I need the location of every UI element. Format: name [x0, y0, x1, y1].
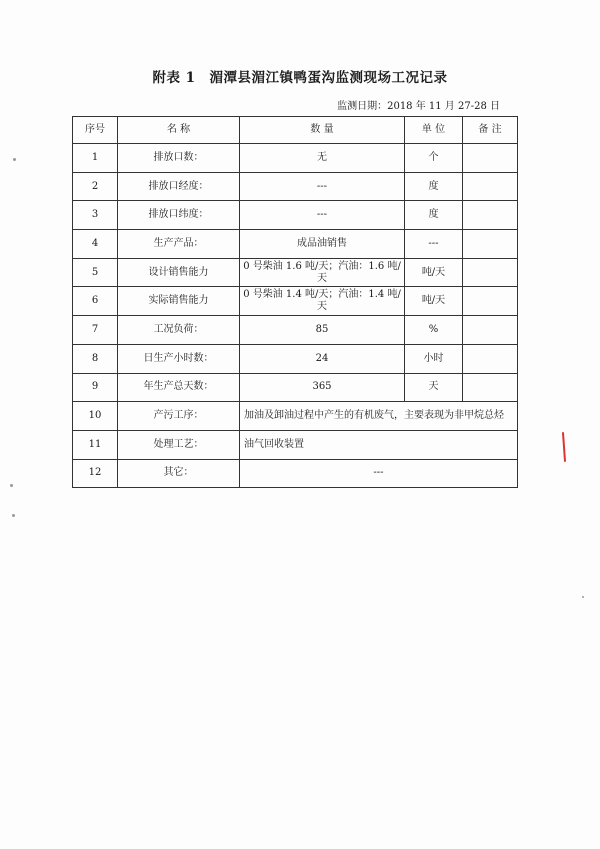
row-no: 6: [73, 287, 118, 316]
row-value: 油气回收装置: [240, 430, 518, 459]
header-name: 名 称: [118, 117, 240, 144]
row-unit: ---: [405, 230, 463, 259]
appendix-label: 附表 1: [152, 70, 196, 86]
header-qty: 数 量: [240, 117, 405, 144]
row-unit: 小时: [405, 344, 463, 373]
row-name: 排放口经度：: [118, 172, 240, 201]
row-no: 1: [73, 144, 118, 173]
row-qty: 24: [240, 344, 405, 373]
table-header-row: [73, 117, 518, 144]
row-qty: ---: [240, 201, 405, 230]
row-note: [463, 373, 518, 402]
row-no: 10: [73, 402, 118, 431]
row-name: 其它：: [118, 459, 240, 488]
row-name: 产污工序：: [118, 402, 240, 431]
header-no: 序号: [73, 117, 118, 144]
row-qty: ---: [240, 172, 405, 201]
row-no: 3: [73, 201, 118, 230]
scan-speck: [13, 158, 16, 161]
row-name: 排放口数：: [118, 144, 240, 173]
row-name: 实际销售能力: [118, 287, 240, 316]
row-note: [463, 144, 518, 173]
row-name: 处理工艺：: [118, 430, 240, 459]
table-row: [73, 344, 518, 373]
row-name: 年生产总天数：: [118, 373, 240, 402]
row-note: [463, 287, 518, 316]
scan-speck: [10, 484, 13, 487]
row-name: 工况负荷：: [118, 316, 240, 345]
title-text: 湄潭县湄江镇鸭蛋沟监测现场工况记录: [209, 70, 448, 86]
row-unit: 度: [405, 201, 463, 230]
record-table: [72, 116, 518, 488]
row-note: [463, 344, 518, 373]
row-unit: 吨/天: [405, 287, 463, 316]
row-note: [463, 258, 518, 287]
table-row: [73, 230, 518, 259]
table-row: [73, 144, 518, 173]
table-row: [73, 201, 518, 230]
row-name: 日生产小时数：: [118, 344, 240, 373]
row-note: [463, 201, 518, 230]
monitoring-date: 监测日期：2018 年 11 月 27-28 日: [337, 101, 500, 112]
header-unit: 单 位: [405, 117, 463, 144]
row-no: 9: [73, 373, 118, 402]
row-value: 加油及卸油过程中产生的有机废气，主要表现为非甲烷总烃: [240, 402, 518, 431]
table-row: [73, 430, 518, 459]
table-row: [73, 287, 518, 316]
row-note: [463, 316, 518, 345]
row-qty: 成品油销售: [240, 230, 405, 259]
row-name: 设计销售能力: [118, 258, 240, 287]
table-row: [73, 373, 518, 402]
row-no: 12: [73, 459, 118, 488]
row-unit: 吨/天: [405, 258, 463, 287]
row-qty: 85: [240, 316, 405, 345]
table-row: [73, 172, 518, 201]
table-row: [73, 258, 518, 287]
row-no: 8: [73, 344, 118, 373]
row-qty: 365: [240, 373, 405, 402]
scan-speck: [582, 596, 584, 598]
row-unit: 天: [405, 373, 463, 402]
row-note: [463, 172, 518, 201]
row-unit: 个: [405, 144, 463, 173]
table-row: [73, 316, 518, 345]
row-no: 7: [73, 316, 118, 345]
row-no: 4: [73, 230, 118, 259]
row-no: 5: [73, 258, 118, 287]
table-row: [73, 402, 518, 431]
document-title: [0, 66, 600, 86]
row-unit: 度: [405, 172, 463, 201]
row-unit: %: [405, 316, 463, 345]
row-note: [463, 230, 518, 259]
table-row: [73, 459, 518, 488]
row-no: 11: [73, 430, 118, 459]
row-name: 生产产品：: [118, 230, 240, 259]
row-name: 排放口纬度：: [118, 201, 240, 230]
red-pen-mark: [562, 432, 566, 462]
row-qty: 0 号柴油 1.4 吨/天；汽油：1.4 吨/天: [240, 287, 405, 316]
row-value: ---: [240, 459, 518, 488]
row-qty: 无: [240, 144, 405, 173]
scan-speck: [12, 514, 15, 517]
header-note: 备 注: [463, 117, 518, 144]
row-qty: 0 号柴油 1.6 吨/天；汽油：1.6 吨/天: [240, 258, 405, 287]
row-no: 2: [73, 172, 118, 201]
